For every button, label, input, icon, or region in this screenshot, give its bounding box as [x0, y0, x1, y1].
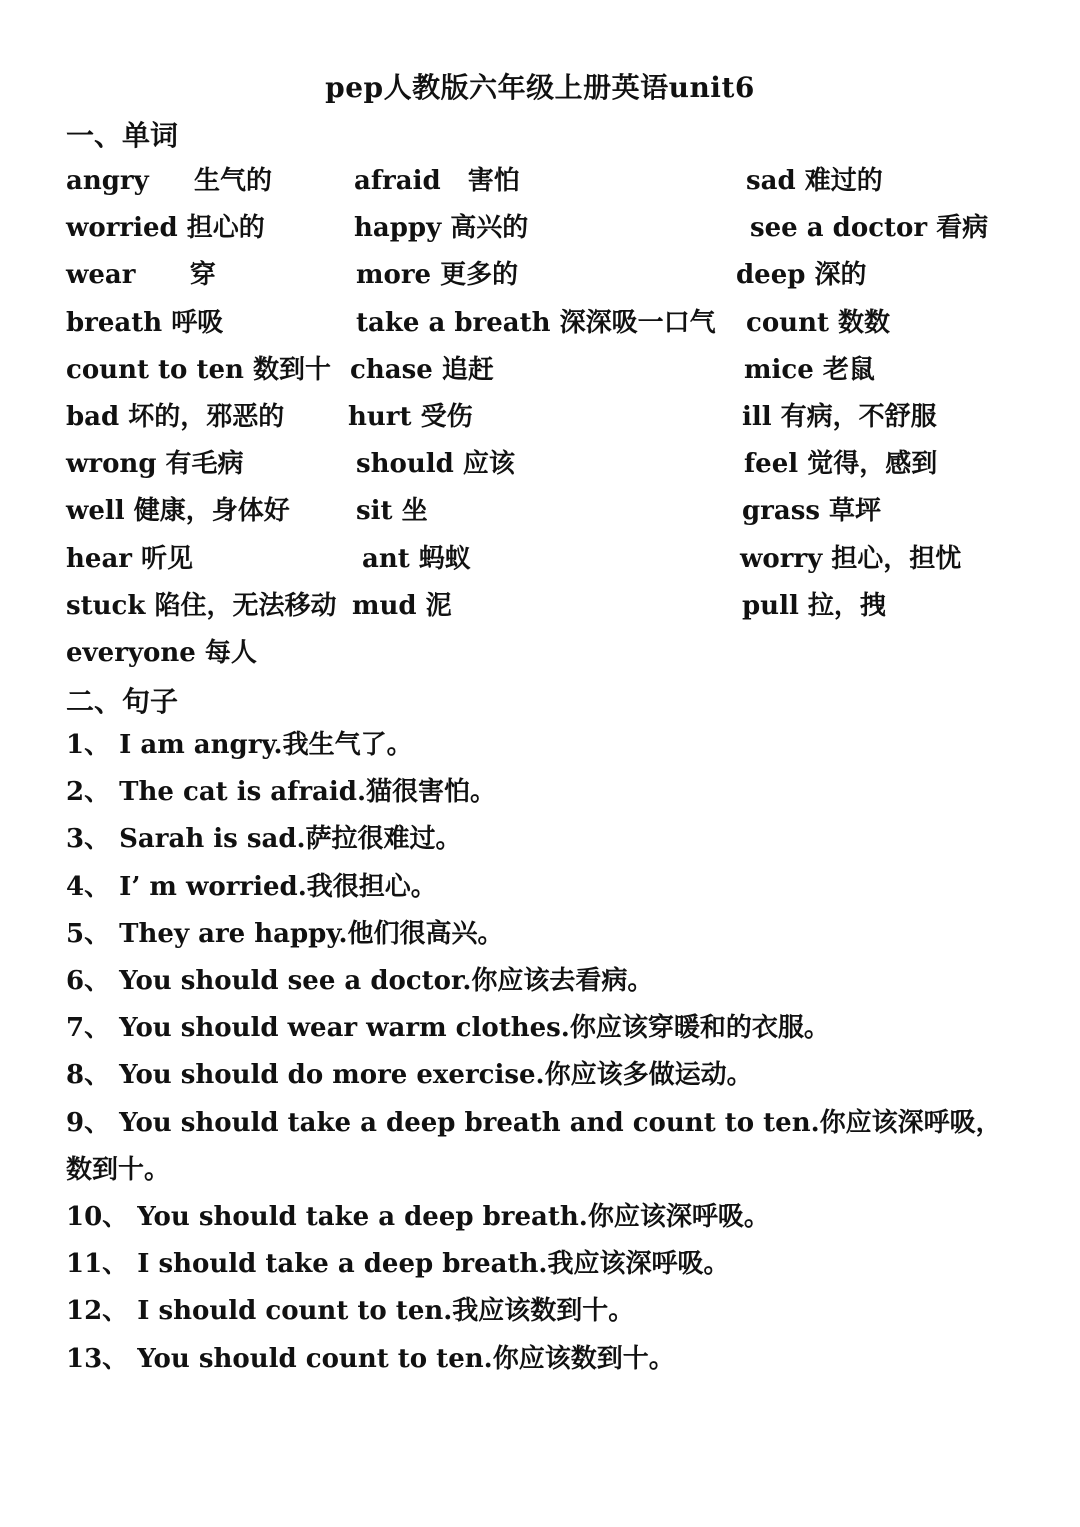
- vocab-entry: feel 觉得，感到: [744, 449, 938, 480]
- sentence-text: I’ m worried.我很担心。: [119, 871, 437, 902]
- vocab-entry: more 更多的: [356, 260, 519, 291]
- vocab-entry: everyone 每人: [66, 637, 257, 668]
- vocab-entry: worry 担心，担忧: [740, 543, 962, 574]
- vocab-entry: bad 坏的，邪恶的: [66, 401, 285, 432]
- sentence-item: [66, 958, 1026, 1005]
- sentence-text: You should do more exercise.你应该多做运动。: [119, 1060, 753, 1091]
- vocabulary-list: [66, 156, 1026, 675]
- sentence-number: 8、: [66, 1060, 111, 1091]
- vocab-row: [66, 392, 1026, 439]
- sentence-item: [66, 864, 1026, 911]
- sentence-item: [66, 1241, 1026, 1288]
- sentence-item: [66, 1100, 1026, 1194]
- sentence-item: [66, 1288, 1026, 1335]
- sentence-item: [66, 816, 1026, 863]
- sentence-text: You should take a deep breath.你应该深呼吸。: [137, 1202, 770, 1233]
- sentence-item: [66, 722, 1026, 769]
- sentence-item: [66, 1052, 1026, 1099]
- vocab-entry: stuck 陷住，无法移动: [66, 590, 337, 621]
- vocab-entry: should 应该: [356, 449, 515, 480]
- sentence-item: [66, 769, 1026, 816]
- sentence-number: 2、: [66, 777, 111, 808]
- sentence-number: 10、: [66, 1202, 129, 1233]
- sentence-text: You should wear warm clothes.你应该穿暖和的衣服。: [119, 1013, 830, 1044]
- sentence-text: I am angry.我生气了。: [119, 730, 413, 760]
- sentence-text: Sarah is sad.萨拉很难过。: [119, 824, 462, 855]
- sentence-number: 11、: [66, 1249, 129, 1280]
- vocab-row: [66, 298, 1026, 345]
- sentence-text: I should take a deep breath.我应该深呼吸。: [137, 1249, 730, 1280]
- vocab-entry: breath 呼吸: [66, 307, 224, 338]
- sentence-number: 12、: [66, 1296, 129, 1327]
- vocab-entry: afraid 害怕: [354, 166, 520, 196]
- vocab-entry: sad 难过的: [746, 166, 883, 196]
- vocab-entry: count to ten 数到十: [66, 354, 331, 385]
- vocab-entry: take a breath 深深吸一口气: [356, 307, 716, 338]
- sentence-text: The cat is afraid.猫很害怕。: [119, 777, 496, 808]
- sentence-text: You should take a deep breath and count to ten.你应该深呼吸，数到十。: [66, 1107, 1002, 1185]
- sentence-text: They are happy.他们很高兴。: [119, 918, 504, 949]
- vocab-row: [66, 486, 1026, 533]
- vocab-entry: grass 草坪: [742, 496, 882, 527]
- section-heading-vocabulary: 一、单词: [66, 119, 179, 152]
- vocab-row: [66, 156, 1026, 203]
- vocab-entry: count 数数: [746, 307, 891, 338]
- vocab-entry: well 健康，身体好: [66, 496, 290, 527]
- vocab-row: [66, 628, 1026, 675]
- vocab-entry: mice 老鼠: [744, 354, 875, 385]
- vocab-entry: wear 穿: [66, 260, 216, 291]
- vocab-entry: chase 追赶: [350, 354, 494, 385]
- vocab-row: [66, 534, 1026, 581]
- sentence-item: [66, 911, 1026, 958]
- sentence-item: [66, 1336, 1026, 1383]
- sentence-number: 6、: [66, 966, 111, 997]
- sentence-text: You should count to ten.你应该数到十。: [137, 1343, 675, 1374]
- vocab-entry: happy 高兴的: [354, 213, 529, 244]
- vocab-entry: mud 泥: [352, 590, 452, 621]
- sentence-number: 4、: [66, 871, 111, 902]
- sentence-number: 1、: [66, 730, 111, 760]
- vocab-row: [66, 203, 1026, 250]
- sentence-number: 7、: [66, 1013, 111, 1044]
- section-heading-sentences: 二、句子: [66, 685, 179, 718]
- sentence-number: 9、: [66, 1107, 111, 1138]
- sentence-list: [66, 722, 1026, 1383]
- sentence-number: 13、: [66, 1343, 129, 1374]
- vocab-entry: worried 担心的: [66, 213, 265, 244]
- vocab-entry: ill 有病，不舒服: [742, 401, 937, 432]
- sentence-number: 5、: [66, 918, 111, 949]
- vocab-entry: pull 拉，拽: [742, 590, 886, 621]
- vocab-entry: ant 蚂蚁: [362, 543, 471, 574]
- vocab-entry: deep 深的: [736, 260, 867, 291]
- vocab-entry: see a doctor 看病: [750, 213, 989, 244]
- vocab-entry: hurt 受伤: [348, 401, 473, 432]
- page-title: pep人教版六年级上册英语unit6: [325, 71, 755, 104]
- sentence-item: [66, 1005, 1026, 1052]
- vocab-row: [66, 250, 1026, 297]
- vocab-entry: angry 生气的: [66, 166, 272, 196]
- sentence-number: 3、: [66, 824, 111, 855]
- vocab-row: [66, 345, 1026, 392]
- sentence-text: I should count to ten.我应该数到十。: [137, 1296, 635, 1327]
- sentence-text: You should see a doctor.你应该去看病。: [119, 966, 654, 997]
- vocab-row: [66, 439, 1026, 486]
- vocab-entry: hear 听见: [66, 543, 194, 574]
- vocab-entry: sit 坐: [356, 496, 428, 527]
- sentence-item: [66, 1194, 1026, 1241]
- vocab-entry: wrong 有毛病: [66, 449, 244, 480]
- vocab-row: [66, 581, 1026, 628]
